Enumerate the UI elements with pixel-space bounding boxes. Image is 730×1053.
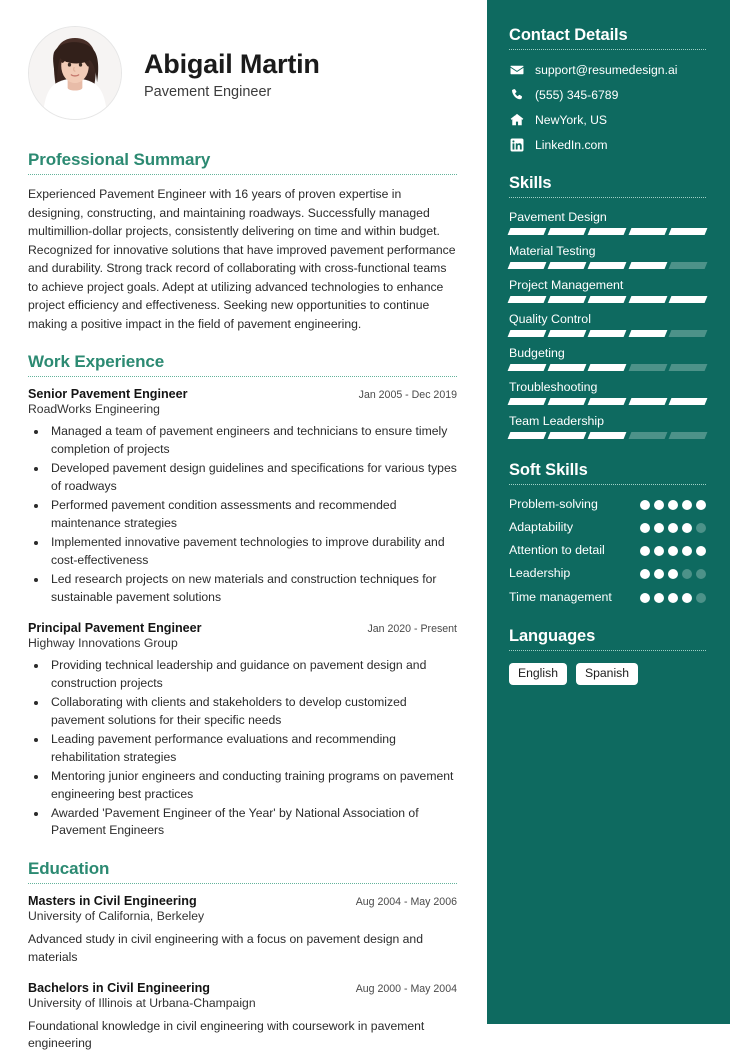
skill-segment	[668, 296, 707, 303]
skill-level-bar	[509, 364, 706, 371]
skill-segment	[628, 262, 667, 269]
rating-dot	[654, 546, 664, 556]
skill-segment	[668, 398, 707, 405]
contact-item-phone[interactable]	[509, 87, 706, 102]
section-education	[28, 859, 457, 1053]
rating-dot	[654, 500, 664, 510]
page-title: Abigail Martin	[144, 48, 320, 79]
rating-dot	[640, 523, 650, 533]
list-item: • Mentoring junior engineers and conducting training programs on pavement engineering best practices	[48, 768, 457, 803]
list-item: • Led research projects on new materials and construction techniques for sustainable pavement solutions	[48, 571, 457, 606]
soft-skill-label: Attention to detail	[509, 543, 605, 558]
skill-label: Pavement Design	[509, 210, 607, 224]
soft-skill-rating	[640, 497, 706, 510]
rating-dot	[682, 546, 692, 556]
skill-segment	[508, 330, 547, 337]
soft-skill-label: Time management	[509, 589, 612, 604]
soft-skill-label: Problem-solving	[509, 497, 598, 511]
language-chip: English	[509, 663, 567, 685]
skill-segment	[548, 330, 587, 337]
education-school: University of California, Berkeley	[28, 909, 205, 924]
work-date: Jan 2020 - Present	[367, 623, 457, 636]
education-entry-header	[28, 981, 457, 995]
contact-item-email[interactable]	[509, 62, 706, 77]
skills-list	[509, 210, 706, 439]
work-date: Jan 2005 - Dec 2019	[358, 389, 457, 402]
section-professional-summary	[28, 150, 457, 333]
rating-dot	[668, 593, 678, 603]
work-role: Senior Pavement Engineer	[28, 387, 188, 402]
skill-segment	[588, 262, 627, 269]
skill-segment	[628, 228, 667, 235]
skill-segment	[508, 398, 547, 405]
list-item: • Performed pavement condition assessments and recommended maintenance strategies	[48, 497, 457, 532]
section-work-experience	[28, 352, 457, 840]
skill-segment	[628, 296, 667, 303]
section-heading-summary: Professional Summary	[28, 150, 211, 169]
work-organization: Highway Innovations Group	[28, 636, 178, 651]
soft-skill-row	[509, 590, 706, 605]
skill-label: Team Leadership	[509, 414, 605, 428]
skill-segment	[588, 330, 627, 337]
rating-dot	[640, 546, 650, 556]
rating-dot	[682, 593, 692, 603]
envelope-icon	[509, 62, 524, 77]
work-organization: RoadWorks Engineering	[28, 402, 160, 417]
work-bullets	[48, 657, 457, 840]
rating-dot	[668, 500, 678, 510]
work-entry-header	[28, 387, 457, 401]
avatar	[28, 26, 122, 120]
skill-segment	[508, 296, 547, 303]
section-divider	[509, 484, 706, 485]
education-description: Foundational knowledge in civil engineering with coursework in pavement engineering	[28, 1018, 425, 1051]
skill-segment	[588, 398, 627, 405]
education-school: University of Illinois at Urbana-Champaign	[28, 995, 256, 1010]
skill-segment	[548, 432, 587, 439]
contact-value-email: support@resumedesign.ai	[535, 62, 678, 77]
section-divider	[509, 650, 706, 651]
skill-segment	[668, 330, 707, 337]
soft-skill-row	[509, 520, 706, 535]
skill-row	[509, 380, 706, 405]
soft-skill-row	[509, 543, 706, 558]
home-icon	[509, 112, 524, 127]
rating-dot	[668, 523, 678, 533]
skill-segment	[508, 262, 547, 269]
skill-segment	[588, 432, 627, 439]
list-item: • Developed pavement design guidelines and specifications for various types of roadways	[48, 460, 457, 495]
skill-level-bar	[509, 398, 706, 405]
skill-level-bar	[509, 262, 706, 269]
skill-label: Budgeting	[509, 346, 565, 360]
list-item: • Implemented innovative pavement technologies to improve durability and cost-effectiveness	[48, 534, 457, 569]
skill-segment	[628, 432, 667, 439]
contact-item-linkedin[interactable]	[509, 137, 706, 152]
section-divider	[509, 197, 706, 198]
skill-row	[509, 278, 706, 303]
name-block	[144, 46, 320, 101]
skill-segment	[588, 296, 627, 303]
work-role: Principal Pavement Engineer	[28, 621, 202, 636]
job-title: Pavement Engineer	[144, 84, 272, 101]
section-soft-skills	[509, 461, 706, 605]
rating-dot	[654, 523, 664, 533]
soft-skill-rating	[640, 590, 706, 603]
rating-dot	[696, 569, 706, 579]
soft-skill-label: Adaptability	[509, 520, 574, 535]
avatar-photo-icon	[29, 27, 121, 119]
rating-dot	[696, 523, 706, 533]
section-heading-contact: Contact Details	[509, 26, 628, 44]
work-bullets	[48, 423, 457, 606]
section-heading-soft-skills: Soft Skills	[509, 461, 588, 479]
skill-segment	[668, 432, 707, 439]
contact-value-location: NewYork, US	[535, 112, 608, 127]
skill-segment	[628, 398, 667, 405]
section-divider	[28, 174, 457, 175]
soft-skill-label: Leadership	[509, 566, 571, 581]
skill-segment	[628, 330, 667, 337]
skill-segment	[628, 364, 667, 371]
list-item: • Leading pavement performance evaluations and recommending rehabilitation strategies	[48, 731, 457, 766]
rating-dot	[682, 569, 692, 579]
skill-segment	[668, 228, 707, 235]
rating-dot	[640, 569, 650, 579]
skill-segment	[508, 228, 547, 235]
skill-label: Material Testing	[509, 244, 596, 258]
rating-dot	[696, 546, 706, 556]
list-item: • Managed a team of pavement engineers and technicians to ensure timely completion of projects	[48, 423, 457, 458]
work-entry-header	[28, 621, 457, 635]
contact-value-phone: (555) 345-6789	[535, 87, 619, 102]
summary-text: Experienced Pavement Engineer with 16 years of proven expertise in designing, constructing, and maintaining roadways. Successfully managed multimillion-dollar projects, consistently delivering on time and within budget. Recognized for innovative solutions that have improved pavement performance and durability. Strong track record of collaborating with cross-functional teams to achieve project goals. Adept at utilizing advanced technologies to enhance project efficiency and effectiveness. Seeking new opportunities to continue making a positive impact in the field of pavement engineering.	[28, 187, 456, 331]
phone-icon	[509, 87, 524, 102]
soft-skill-rating	[640, 543, 706, 556]
skill-segment	[508, 432, 547, 439]
skill-level-bar	[509, 228, 706, 235]
rating-dot	[668, 546, 678, 556]
education-entry	[28, 894, 457, 966]
education-description: Advanced study in civil engineering with a focus on pavement design and materials	[28, 932, 423, 964]
skill-segment	[588, 364, 627, 371]
soft-skills-list	[509, 497, 706, 605]
list-item: • Collaborating with clients and stakeholders to develop customized pavement solutions for their specific needs	[48, 694, 457, 729]
rating-dot	[668, 569, 678, 579]
section-heading-work: Work Experience	[28, 352, 165, 372]
rating-dot	[654, 569, 664, 579]
list-item: • Providing technical leadership and guidance on pavement design and construction projects	[48, 657, 457, 692]
skill-segment	[548, 228, 587, 235]
rating-dot	[654, 593, 664, 603]
section-divider	[28, 376, 457, 377]
skill-row	[509, 346, 706, 371]
resume-header	[28, 26, 457, 120]
section-divider	[509, 49, 706, 50]
skill-segment	[668, 364, 707, 371]
education-degree: Masters in Civil Engineering	[28, 894, 197, 909]
languages-list	[509, 663, 706, 685]
rating-dot	[640, 593, 650, 603]
contact-list	[509, 62, 706, 152]
soft-skill-rating	[640, 566, 706, 579]
section-heading-languages: Languages	[509, 626, 596, 645]
skill-segment	[668, 262, 707, 269]
skill-row	[509, 244, 706, 269]
rating-dot	[682, 523, 692, 533]
section-skills	[509, 174, 706, 439]
rating-dot	[696, 500, 706, 510]
section-divider	[28, 883, 457, 884]
contact-value-linkedin: LinkedIn.com	[535, 137, 608, 152]
contact-item-location[interactable]	[509, 112, 706, 127]
skill-level-bar	[509, 432, 706, 439]
linkedin-icon	[509, 137, 524, 152]
skill-segment	[508, 364, 547, 371]
skill-label: Quality Control	[509, 312, 591, 326]
skill-row	[509, 414, 706, 439]
section-heading-education: Education	[28, 859, 110, 879]
education-entry	[28, 981, 457, 1053]
section-languages	[509, 627, 706, 685]
education-date: Aug 2004 - May 2006	[355, 896, 457, 909]
rating-dot	[640, 500, 650, 510]
language-chip: Spanish	[576, 663, 638, 685]
education-entry-header	[28, 894, 457, 908]
work-entry	[28, 621, 457, 840]
skill-segment	[548, 398, 587, 405]
skill-level-bar	[509, 330, 706, 337]
work-entry	[28, 387, 457, 606]
section-contact-details	[509, 26, 706, 152]
skill-segment	[548, 262, 587, 269]
section-heading-skills: Skills	[509, 174, 552, 192]
soft-skill-row	[509, 566, 706, 581]
list-item: • Awarded 'Pavement Engineer of the Year' by National Association of Pavement Engineers	[48, 805, 457, 840]
soft-skill-row	[509, 497, 706, 512]
skill-row	[509, 312, 706, 337]
skill-segment	[588, 228, 627, 235]
skill-segment	[548, 296, 587, 303]
education-date: Aug 2000 - May 2004	[355, 982, 457, 995]
soft-skill-rating	[640, 520, 706, 533]
education-degree: Bachelors in Civil Engineering	[28, 980, 210, 995]
skill-level-bar	[509, 296, 706, 303]
skill-row	[509, 210, 706, 235]
skill-segment	[548, 364, 587, 371]
skill-label: Troubleshooting	[509, 380, 598, 394]
skill-label: Project Management	[509, 278, 624, 292]
rating-dot	[682, 500, 692, 510]
rating-dot	[696, 593, 706, 603]
resume-sidebar	[487, 0, 730, 1024]
